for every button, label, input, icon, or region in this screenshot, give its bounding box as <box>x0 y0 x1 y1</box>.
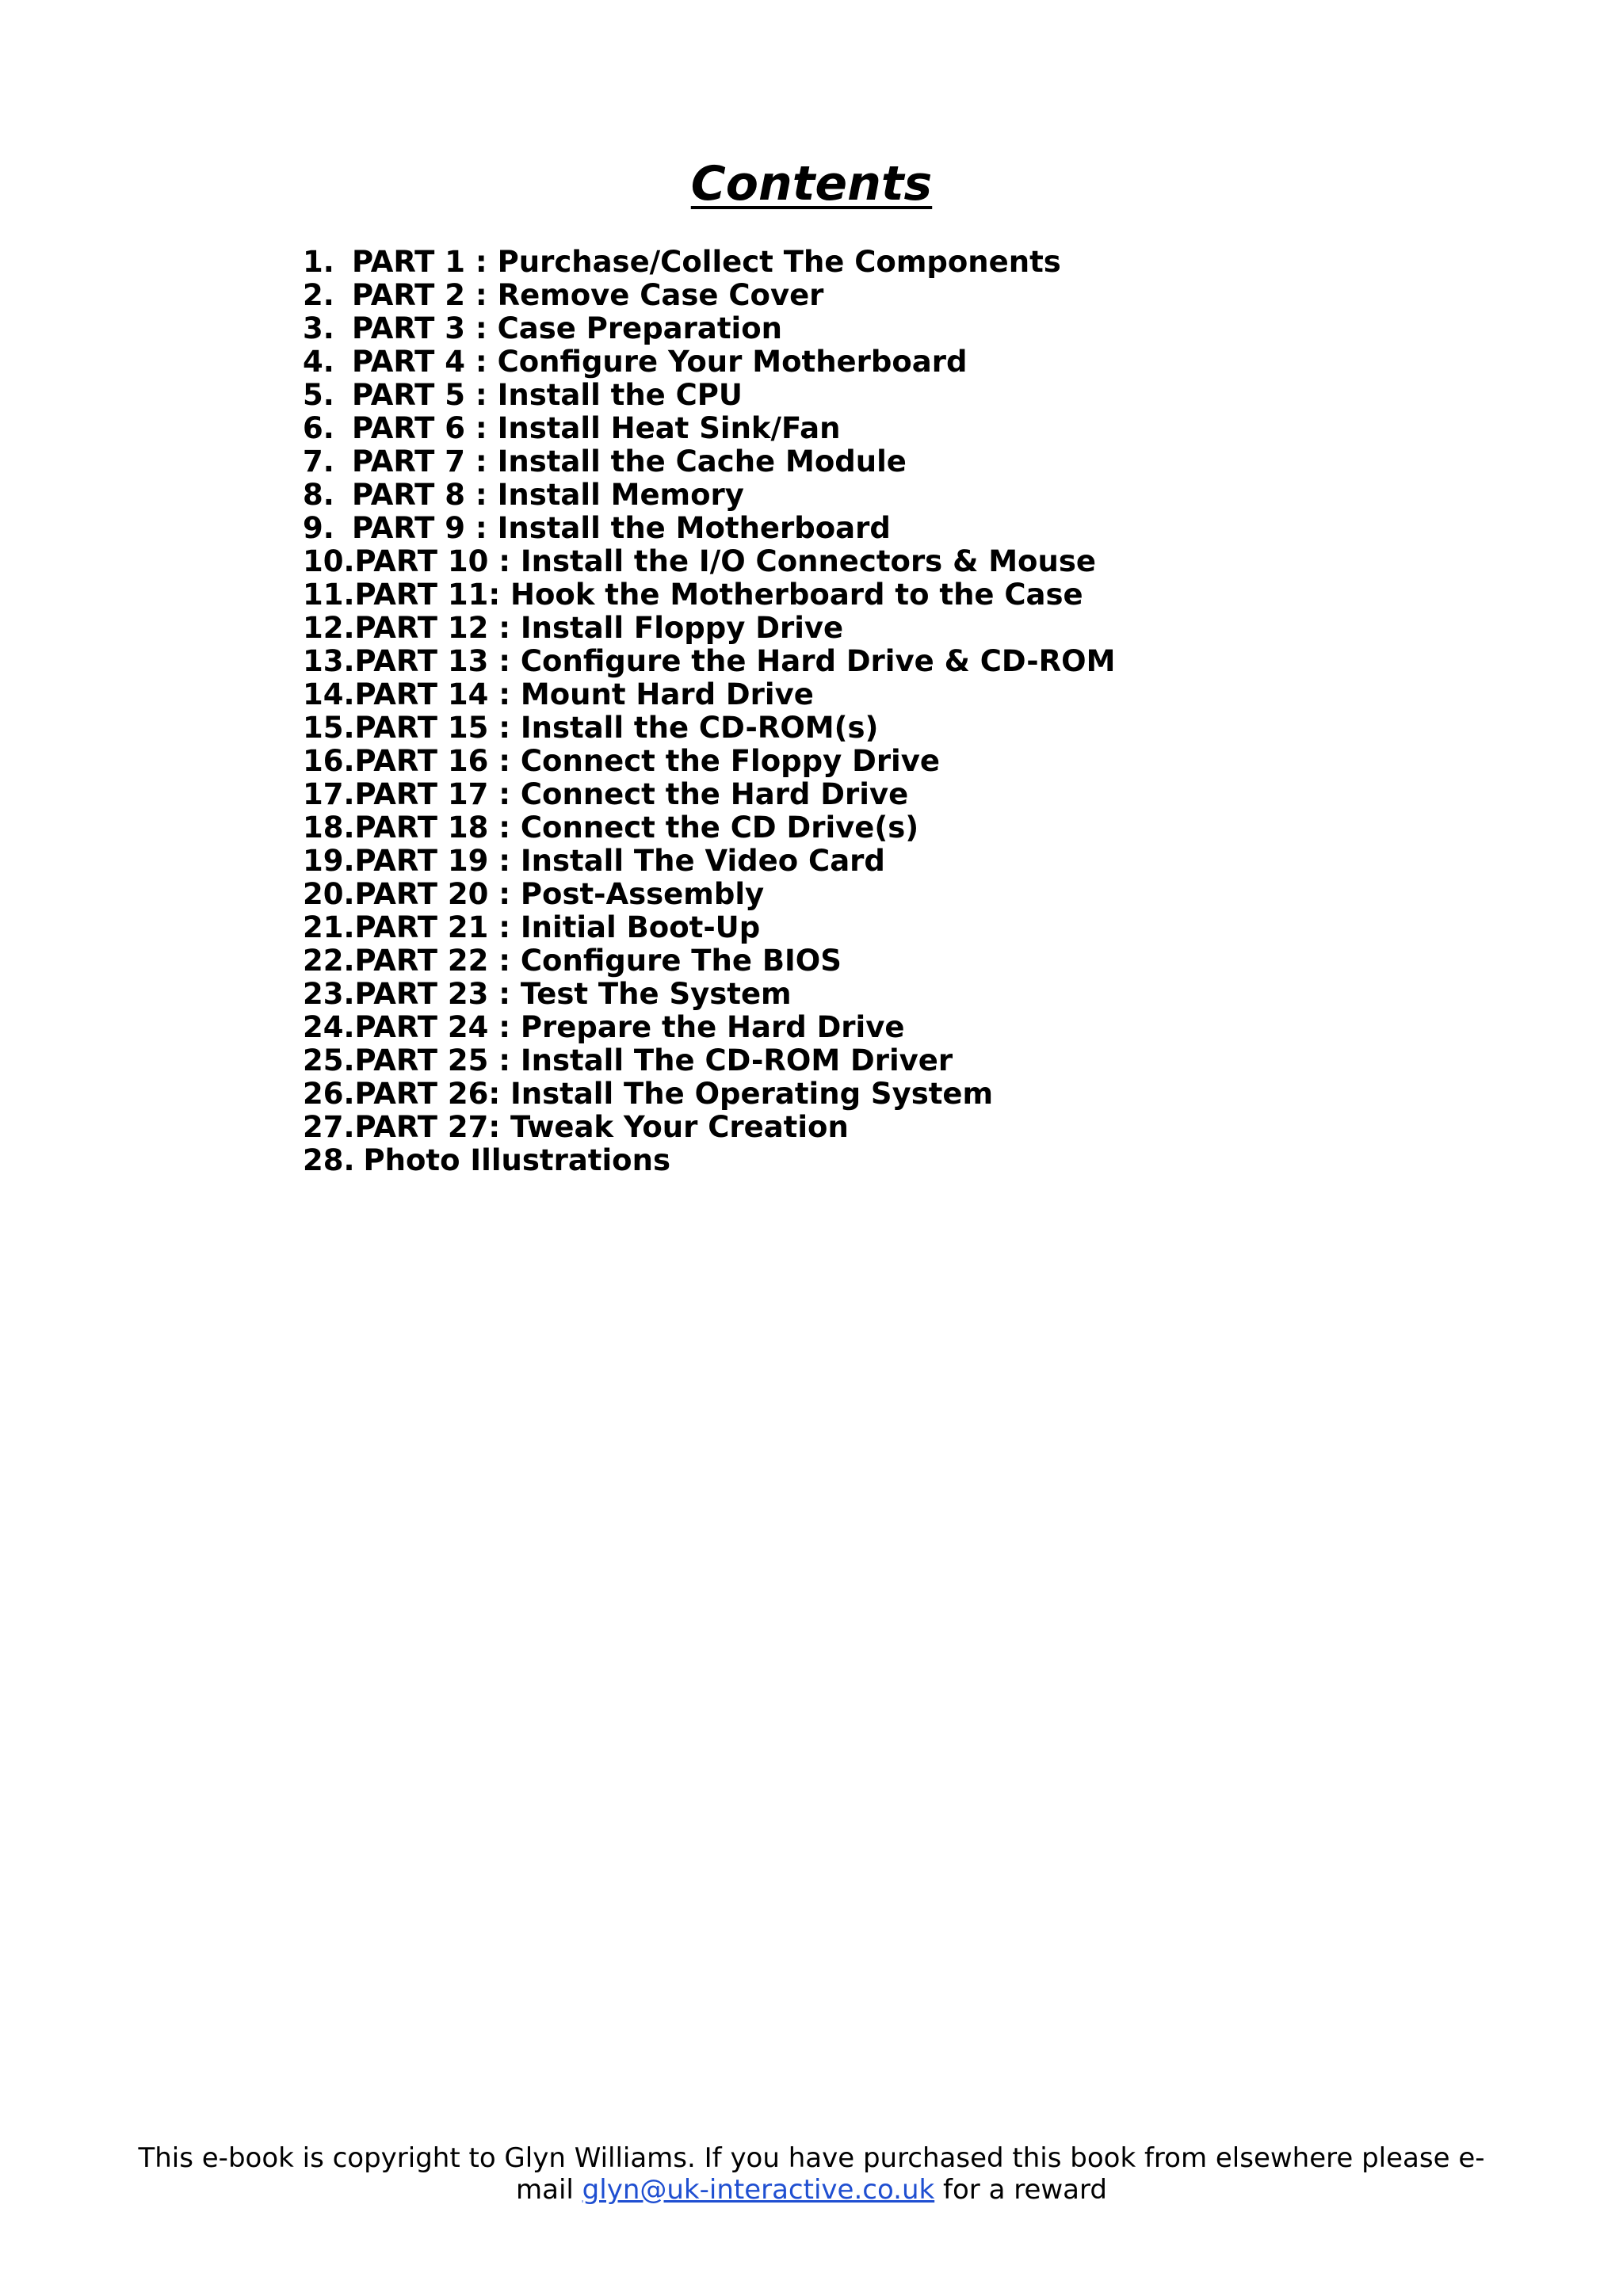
toc-number: 25. <box>303 1043 355 1077</box>
toc-label: PART 15 : Install the CD-ROM(s) <box>354 711 879 745</box>
toc-item-28 <box>303 1144 1115 1177</box>
table-of-contents <box>303 246 1115 1177</box>
toc-number: 23. <box>303 977 355 1011</box>
toc-label: PART 7 : Install the Cache Module <box>352 444 907 479</box>
toc-number: 28. <box>303 1143 355 1177</box>
toc-label: PART 22 : Configure The BIOS <box>354 944 842 978</box>
toc-item-14 <box>303 678 1115 711</box>
toc-label: PART 16 : Connect the Floppy Drive <box>354 744 940 778</box>
toc-label: PART 9 : Install the Motherboard <box>352 511 891 545</box>
toc-number: 7. <box>303 444 334 479</box>
footer-line-2-suffix: for a reward <box>934 2174 1107 2206</box>
toc-number: 6. <box>303 411 334 445</box>
toc-number: 19. <box>303 844 355 878</box>
toc-item-5 <box>303 379 1115 412</box>
toc-item-17 <box>303 778 1115 811</box>
toc-number: 14. <box>303 677 355 711</box>
toc-label: PART 11: Hook the Motherboard to the Case <box>354 578 1083 612</box>
toc-item-7 <box>303 445 1115 479</box>
toc-item-6 <box>303 412 1115 445</box>
toc-item-1 <box>303 246 1115 279</box>
toc-number: 5. <box>303 378 334 412</box>
toc-label: PART 1 : Purchase/Collect The Components <box>352 245 1061 279</box>
toc-label: PART 26: Install The Operating System <box>354 1077 994 1111</box>
toc-label: PART 2 : Remove Case Cover <box>352 278 824 312</box>
toc-number: 8. <box>303 478 334 512</box>
toc-number: 3. <box>303 311 334 345</box>
toc-item-12 <box>303 612 1115 645</box>
toc-label: PART 18 : Connect the CD Drive(s) <box>354 810 919 845</box>
toc-item-26 <box>303 1077 1115 1111</box>
toc-label: PART 24 : Prepare the Hard Drive <box>354 1010 905 1044</box>
toc-item-4 <box>303 345 1115 379</box>
toc-label: PART 14 : Mount Hard Drive <box>354 677 814 711</box>
toc-number: 24. <box>303 1010 355 1044</box>
toc-label: Photo Illustrations <box>363 1143 670 1177</box>
toc-number: 16. <box>303 744 355 778</box>
toc-number: 17. <box>303 777 355 811</box>
toc-label: PART 3 : Case Preparation <box>352 311 782 345</box>
toc-label: PART 17 : Connect the Hard Drive <box>354 777 909 811</box>
toc-item-3 <box>303 312 1115 345</box>
toc-label: PART 6 : Install Heat Sink/Fan <box>352 411 841 445</box>
toc-label: PART 10 : Install the I/O Connectors & Mouse <box>354 544 1096 578</box>
toc-item-18 <box>303 811 1115 845</box>
toc-item-27 <box>303 1111 1115 1144</box>
toc-number: 2. <box>303 278 334 312</box>
toc-number: 10. <box>303 544 355 578</box>
toc-item-9 <box>303 512 1115 545</box>
toc-item-22 <box>303 944 1115 978</box>
toc-number: 21. <box>303 910 355 944</box>
page-title: Contents <box>690 156 933 212</box>
toc-item-23 <box>303 978 1115 1011</box>
toc-number: 13. <box>303 644 355 678</box>
toc-number: 26. <box>303 1077 355 1111</box>
toc-number: 1. <box>303 245 334 279</box>
toc-item-2 <box>303 279 1115 312</box>
toc-number: 27. <box>303 1110 355 1144</box>
toc-label: PART 20 : Post-Assembly <box>354 877 765 911</box>
toc-label: PART 23 : Test The System <box>354 977 792 1011</box>
toc-item-24 <box>303 1011 1115 1044</box>
footer-line-1: This e-book is copyright to Glyn Williams. If you have purchased this book from elsewhere please e- <box>138 2142 1485 2174</box>
footer-line-2 <box>0 2174 1623 2206</box>
toc-item-20 <box>303 878 1115 911</box>
toc-item-16 <box>303 745 1115 778</box>
copyright-footer <box>0 2142 1623 2206</box>
toc-label: PART 19 : Install The Video Card <box>354 844 885 878</box>
toc-label: PART 27: Tweak Your Creation <box>354 1110 849 1144</box>
toc-item-25 <box>303 1044 1115 1077</box>
toc-number: 18. <box>303 810 355 845</box>
toc-item-13 <box>303 645 1115 678</box>
toc-label: PART 8 : Install Memory <box>352 478 744 512</box>
toc-item-11 <box>303 578 1115 612</box>
toc-label: PART 5 : Install the CPU <box>352 378 743 412</box>
toc-label: PART 25 : Install The CD-ROM Driver <box>354 1043 953 1077</box>
toc-number: 9. <box>303 511 334 545</box>
toc-item-19 <box>303 845 1115 878</box>
toc-item-15 <box>303 711 1115 745</box>
toc-label: PART 12 : Install Floppy Drive <box>354 611 844 645</box>
footer-line-2-prefix: mail <box>516 2174 582 2206</box>
toc-item-10 <box>303 545 1115 578</box>
toc-number: 12. <box>303 611 355 645</box>
email-link[interactable]: glyn@uk-interactive.co.uk <box>582 2174 935 2206</box>
toc-number: 15. <box>303 711 355 745</box>
toc-label: PART 13 : Configure the Hard Drive & CD-ROM <box>354 644 1116 678</box>
toc-item-21 <box>303 911 1115 944</box>
toc-number: 11. <box>303 578 355 612</box>
toc-number: 4. <box>303 345 334 379</box>
toc-number: 22. <box>303 944 355 978</box>
toc-label: PART 4 : Configure Your Motherboard <box>352 345 968 379</box>
toc-label: PART 21 : Initial Boot-Up <box>354 910 761 944</box>
toc-item-8 <box>303 479 1115 512</box>
toc-number: 20. <box>303 877 355 911</box>
